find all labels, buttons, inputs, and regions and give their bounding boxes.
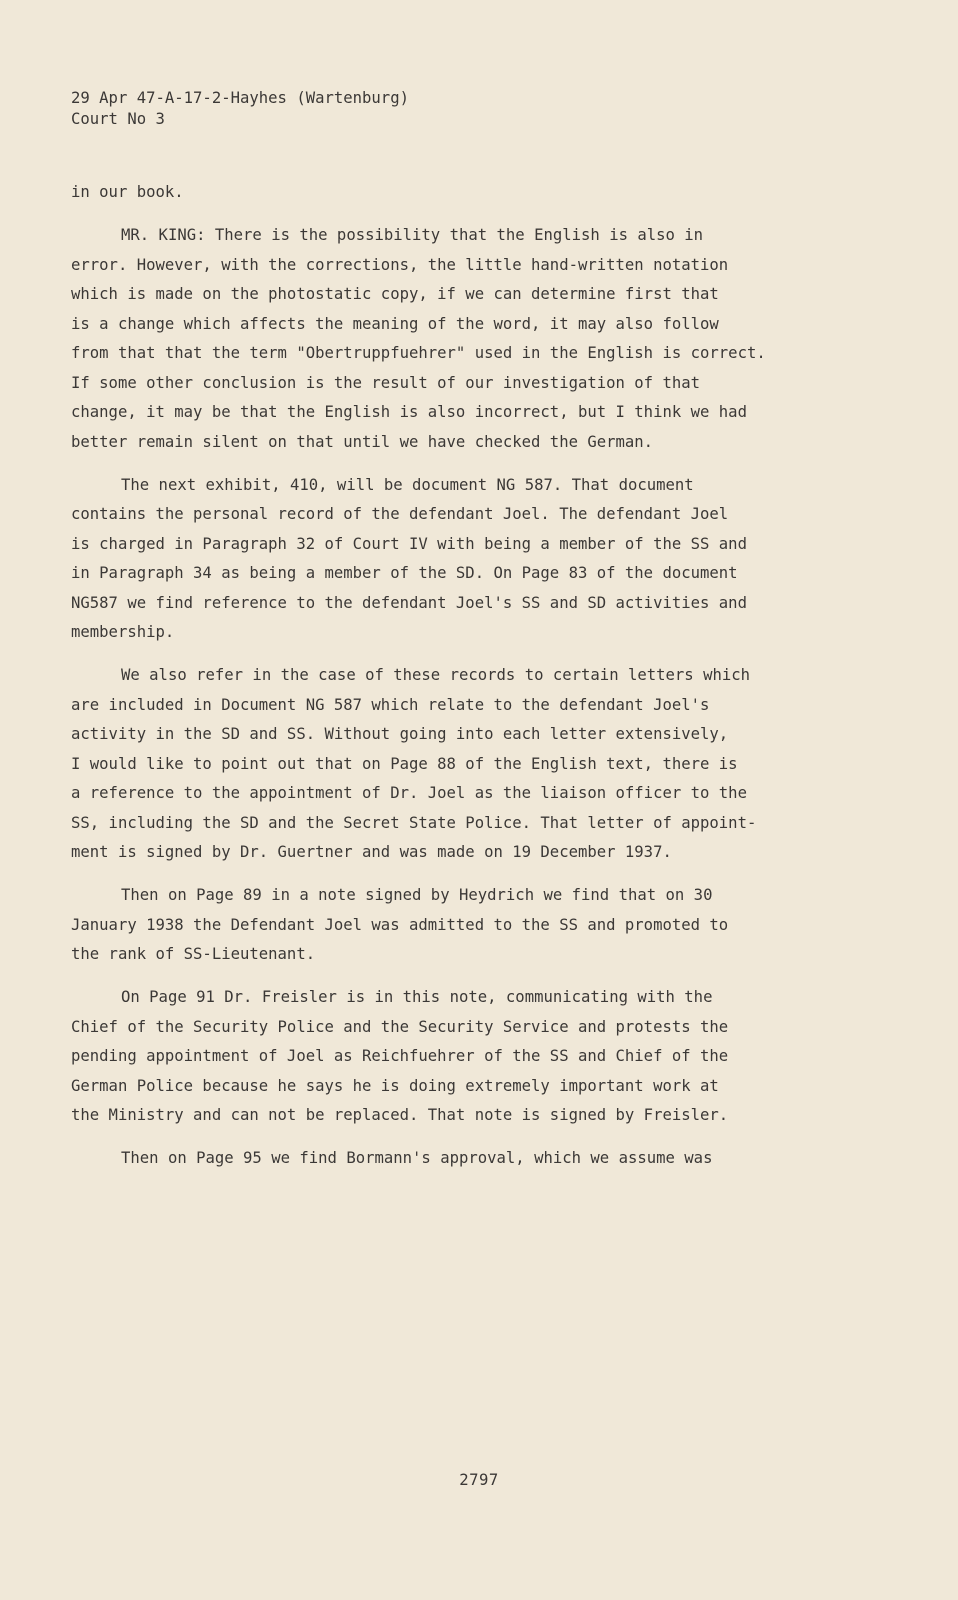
paragraph — [71, 221, 851, 457]
text-line: is charged in Paragraph 32 of Court IV with being a member of the SS and — [71, 534, 747, 553]
paragraph — [71, 1144, 851, 1174]
text-line: error. However, with the corrections, the little hand-written notation — [71, 255, 729, 274]
text-line: membership. — [71, 623, 175, 641]
header-line-1: 29 Apr 47-A-17-2-Hayhes (Wartenburg) — [71, 89, 409, 107]
header-line-2: Court No 3 — [71, 110, 165, 128]
document-body — [71, 178, 851, 1174]
text-line: change, it may be that the English is also incorrect, but I think we had — [71, 403, 747, 421]
text-line: are included in Document NG 587 which relate to the defendant Joel's — [71, 695, 710, 714]
text-line: in Paragraph 34 as being a member of the SD. On Page 83 of the document — [71, 564, 738, 582]
paragraph — [71, 881, 851, 970]
text-line: the rank of SS-Lieutenant. — [71, 945, 316, 963]
text-line: On Page 91 Dr. Freisler is in this note, communicating with the — [121, 988, 713, 1006]
text-line: contains the personal record of the defendant Joel. The defendant Joel — [71, 505, 729, 523]
paragraph-gap — [71, 208, 851, 222]
text-line: better remain silent on that until we have checked the German. — [71, 432, 654, 451]
text-line: We also refer in the case of these records to certain letters which — [121, 666, 751, 684]
text-line: is a change which affects the meaning of the word, it may also follow — [71, 314, 719, 333]
paragraph-gap — [71, 970, 851, 984]
text-line: I would like to point out that on Page 88 of the English text, there is — [71, 754, 738, 773]
text-line: If some other conclusion is the result of our investigation of that — [71, 373, 701, 392]
text-line: SS, including the SD and the Secret State Police. That letter of appoint- — [71, 813, 757, 832]
paragraph — [71, 471, 851, 648]
page-number: 2797 — [459, 1471, 499, 1489]
paragraph-gap — [71, 648, 851, 662]
text-line: January 1938 the Defendant Joel was admitted to the SS and promoted to — [71, 915, 729, 934]
text-line: which is made on the photostatic copy, if we can determine first that — [71, 285, 719, 303]
paragraph — [71, 661, 851, 868]
text-line: MR. KING: There is the possibility that the English is also in — [121, 226, 704, 244]
text-line: activity in the SD and SS. Without going into each letter extensively, — [71, 725, 729, 743]
paragraph — [71, 178, 851, 208]
text-line: the Ministry and can not be replaced. That note is signed by Freisler. — [71, 1106, 729, 1124]
text-line: Chief of the Security Police and the Security Service and protests the — [71, 1017, 729, 1036]
text-line: German Police because he says he is doing extremely important work at — [71, 1076, 719, 1095]
text-line: from that that the term "Obertruppfuehrer" used in the English is correct. — [71, 344, 766, 362]
text-line: NG587 we find reference to the defendant Joel's SS and SD activities and — [71, 593, 747, 612]
text-line: The next exhibit, 410, will be document NG 587. That document — [121, 475, 694, 494]
text-line: pending appointment of Joel as Reichfuehrer of the SS and Chief of the — [71, 1047, 729, 1065]
paragraph-gap — [71, 868, 851, 882]
text-line: Then on Page 95 we find Bormann's approval, which we assume was — [121, 1149, 713, 1167]
paragraph — [71, 983, 851, 1131]
text-line: a reference to the appointment of Dr. Joel as the liaison officer to the — [71, 784, 747, 802]
text-line: in our book. — [71, 183, 184, 201]
document-header — [71, 88, 409, 130]
text-line: ment is signed by Dr. Guertner and was made on 19 December 1937. — [71, 843, 672, 861]
paragraph-gap — [71, 1131, 851, 1145]
paragraph-gap — [71, 457, 851, 471]
text-line: Then on Page 89 in a note signed by Heydrich we find that on 30 — [121, 886, 713, 904]
